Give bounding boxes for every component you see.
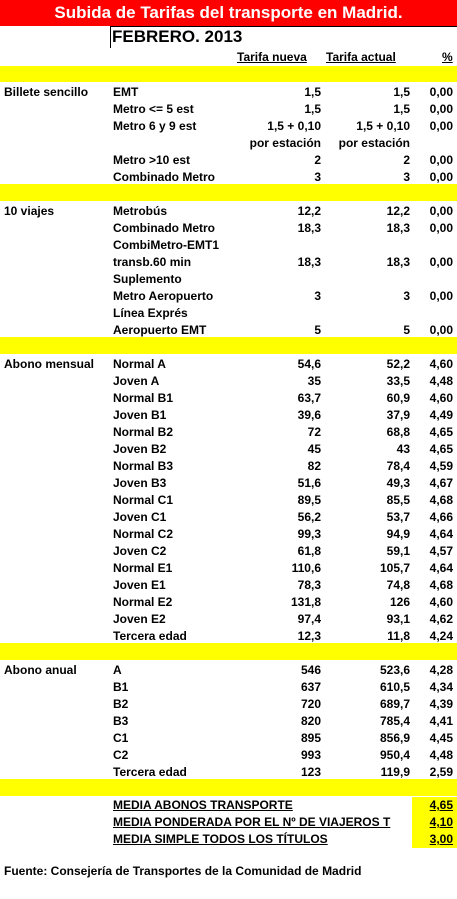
percent-change-value: 0,00 [429, 119, 453, 133]
percent-change-value: 4,65 [429, 425, 453, 439]
percent-change-value: 4,68 [429, 578, 453, 592]
table-row [0, 458, 457, 475]
row-label: Metro 6 y 9 est [113, 119, 197, 133]
row-label: Normal C2 [113, 527, 174, 541]
current-fare-value: 689,7 [379, 697, 410, 711]
new-fare-value: 51,6 [297, 476, 321, 490]
row-label: Joven B3 [113, 476, 167, 490]
new-fare-value: 82 [307, 459, 321, 473]
table-row [0, 475, 457, 492]
row-label: Joven C1 [113, 510, 167, 524]
new-fare-value: 895 [300, 731, 321, 745]
new-fare-value: 45 [307, 442, 321, 456]
summary-label: MEDIA ABONOS TRANSPORTE [113, 798, 293, 812]
new-fare-value: 131,8 [290, 595, 321, 609]
row-label: Normal A [113, 357, 166, 371]
table-row [0, 526, 457, 543]
row-label: Metro >10 est [113, 153, 191, 167]
new-fare-value: 12,2 [297, 204, 321, 218]
table-row [0, 373, 457, 390]
table-row [0, 441, 457, 458]
current-fare-value: 12,2 [386, 204, 410, 218]
row-label: C2 [113, 748, 129, 762]
percent-change-value: 4,62 [429, 612, 453, 626]
table-row [0, 390, 457, 407]
new-fare-value: por estación [249, 136, 321, 150]
row-label: Joven E2 [113, 612, 166, 626]
current-fare-value: 1,5 [393, 85, 410, 99]
percent-change-value: 0,00 [429, 255, 453, 269]
table-row [0, 747, 457, 764]
new-fare-value: 35 [307, 374, 321, 388]
current-fare-value: 856,9 [379, 731, 410, 745]
table-row [0, 509, 457, 526]
current-fare-value: 37,9 [386, 408, 410, 422]
summary-value: 4,10 [412, 814, 457, 831]
table-row [0, 322, 457, 339]
summary-row [0, 797, 457, 814]
summary-value: 3,00 [412, 831, 457, 848]
summary-row [0, 814, 457, 831]
column-header-pct: % [442, 50, 453, 64]
row-label: transb.60 min [113, 255, 192, 269]
new-fare-value: 78,3 [297, 578, 321, 592]
current-fare-value: 18,3 [386, 255, 410, 269]
current-fare-value: 74,8 [386, 578, 410, 592]
month-label: FEBRERO. 2013 [112, 27, 243, 46]
current-fare-value: 3 [403, 170, 410, 184]
current-fare-value: 68,8 [386, 425, 410, 439]
separator-band [0, 779, 457, 796]
separator-band [0, 184, 457, 201]
percent-change-value: 4,34 [429, 680, 453, 694]
row-label: Tercera edad [113, 765, 187, 779]
new-fare-value: 123 [300, 765, 321, 779]
row-label: B1 [113, 680, 129, 694]
column-header-new: Tarifa nueva [237, 50, 307, 64]
percent-change-value: 4,60 [429, 391, 453, 405]
new-fare-value: 99,3 [297, 527, 321, 541]
current-fare-value: 60,9 [386, 391, 410, 405]
summary-row [0, 831, 457, 848]
table-row [0, 135, 457, 152]
table-header [0, 26, 457, 66]
current-fare-value: 49,3 [386, 476, 410, 490]
current-fare-value: 3 [403, 289, 410, 303]
table-row [0, 305, 457, 322]
row-label: Metro <= 5 est [113, 102, 194, 116]
table-row [0, 356, 457, 373]
page-title: Subida de Tarifas del transporte en Madrid. [0, 0, 457, 26]
row-label: Combinado Metro [113, 170, 215, 184]
row-label: Suplemento [113, 272, 182, 286]
new-fare-value: 18,3 [297, 255, 321, 269]
current-fare-value: 78,4 [386, 459, 410, 473]
percent-change-value: 0,00 [429, 170, 453, 184]
row-category: 10 viajes [4, 204, 55, 218]
percent-change-value: 4,48 [429, 374, 453, 388]
column-header-current: Tarifa actual [326, 50, 396, 64]
summary-label: MEDIA SIMPLE TODOS LOS TÍTULOS [113, 832, 328, 846]
percent-change-value: 4,60 [429, 357, 453, 371]
new-fare-value: 72 [307, 425, 321, 439]
row-label: Normal B1 [113, 391, 174, 405]
new-fare-value: 1,5 [304, 102, 321, 116]
new-fare-value: 1,5 [304, 85, 321, 99]
row-label: B3 [113, 714, 129, 728]
row-label: Joven C2 [113, 544, 167, 558]
percent-change-value: 4,67 [429, 476, 453, 490]
row-label: CombiMetro-EMT1 [113, 238, 219, 252]
current-fare-value: 94,9 [386, 527, 410, 541]
current-fare-value: 43 [396, 442, 410, 456]
row-category: Abono mensual [4, 357, 95, 371]
percent-change-value: 4,49 [429, 408, 453, 422]
current-fare-value: por estación [338, 136, 410, 150]
row-label: Normal E1 [113, 561, 173, 575]
row-label: Metro Aeropuerto [113, 289, 214, 303]
new-fare-value: 1,5 + 0,10 [267, 119, 321, 133]
row-label: B2 [113, 697, 129, 711]
table-row [0, 237, 457, 254]
current-fare-value: 11,8 [387, 629, 410, 643]
percent-change-value: 0,00 [429, 102, 453, 116]
table-row [0, 271, 457, 288]
percent-change-value: 4,57 [429, 544, 453, 558]
source-note: Fuente: Consejería de Transportes de la Comunidad de Madrid [4, 864, 362, 878]
row-label: Normal B2 [113, 425, 174, 439]
new-fare-value: 5 [314, 323, 321, 337]
current-fare-value: 1,5 [393, 102, 410, 116]
table-row [0, 577, 457, 594]
table-row [0, 628, 457, 645]
percent-change-value: 0,00 [429, 153, 453, 167]
current-fare-value: 18,3 [386, 221, 410, 235]
table-row [0, 203, 457, 220]
separator-band [0, 643, 457, 660]
percent-change-value: 0,00 [429, 221, 453, 235]
table-row [0, 407, 457, 424]
table-row [0, 730, 457, 747]
table-row [0, 560, 457, 577]
table-row [0, 679, 457, 696]
percent-change-value: 4,60 [429, 595, 453, 609]
new-fare-value: 110,6 [291, 561, 321, 575]
new-fare-value: 18,3 [297, 221, 321, 235]
separator-band [0, 66, 457, 82]
table-row [0, 594, 457, 611]
new-fare-value: 546 [300, 663, 321, 677]
current-fare-value: 950,4 [379, 748, 410, 762]
table-row [0, 543, 457, 560]
row-label: Normal B3 [113, 459, 174, 473]
row-label: EMT [113, 85, 139, 99]
row-label: Normal C1 [113, 493, 174, 507]
current-fare-value: 59,1 [386, 544, 410, 558]
separator-band [0, 337, 457, 354]
new-fare-value: 993 [300, 748, 321, 762]
row-label: Tercera edad [113, 629, 187, 643]
table-row [0, 220, 457, 237]
percent-change-value: 4,65 [429, 442, 453, 456]
table-row [0, 169, 457, 186]
row-category: Abono anual [4, 663, 77, 677]
percent-change-value: 4,24 [429, 629, 453, 643]
percent-change-value: 4,28 [429, 663, 453, 677]
row-label: Joven B2 [113, 442, 167, 456]
table-row [0, 424, 457, 441]
new-fare-value: 2 [314, 153, 321, 167]
row-category: Billete sencillo [4, 85, 89, 99]
new-fare-value: 63,7 [297, 391, 321, 405]
row-label: Línea Exprés [113, 306, 188, 320]
current-fare-value: 93,1 [386, 612, 410, 626]
new-fare-value: 820 [300, 714, 321, 728]
percent-change-value: 0,00 [429, 204, 453, 218]
new-fare-value: 3 [314, 170, 321, 184]
percent-change-value: 2,59 [429, 765, 453, 779]
current-fare-value: 119,9 [380, 765, 410, 779]
percent-change-value: 4,45 [429, 731, 453, 745]
table-row [0, 152, 457, 169]
current-fare-value: 2 [403, 153, 410, 167]
new-fare-value: 54,6 [297, 357, 321, 371]
percent-change-value: 4,66 [429, 510, 453, 524]
row-label: Joven E1 [113, 578, 166, 592]
table-row [0, 254, 457, 271]
new-fare-value: 97,4 [297, 612, 321, 626]
percent-change-value: 0,00 [429, 85, 453, 99]
new-fare-value: 39,6 [297, 408, 321, 422]
table-row [0, 611, 457, 628]
current-fare-value: 52,2 [386, 357, 410, 371]
summary-value: 4,65 [412, 797, 457, 814]
row-label: A [113, 663, 122, 677]
table-row [0, 662, 457, 679]
table-row [0, 84, 457, 101]
percent-change-value: 4,68 [429, 493, 453, 507]
percent-change-value: 0,00 [429, 323, 453, 337]
current-fare-value: 785,4 [379, 714, 410, 728]
table-row [0, 101, 457, 118]
new-fare-value: 637 [300, 680, 321, 694]
percent-change-value: 4,59 [429, 459, 453, 473]
percent-change-value: 4,48 [429, 748, 453, 762]
percent-change-value: 4,64 [429, 527, 453, 541]
current-fare-value: 53,7 [386, 510, 410, 524]
current-fare-value: 126 [389, 595, 410, 609]
current-fare-value: 5 [403, 323, 410, 337]
new-fare-value: 89,5 [297, 493, 321, 507]
current-fare-value: 105,7 [379, 561, 410, 575]
row-label: Aeropuerto EMT [113, 323, 207, 337]
current-fare-value: 1,5 + 0,10 [356, 119, 410, 133]
current-fare-value: 523,6 [379, 663, 410, 677]
row-label: Normal E2 [113, 595, 173, 609]
current-fare-value: 33,5 [386, 374, 410, 388]
table-row [0, 288, 457, 305]
percent-change-value: 0,00 [429, 289, 453, 303]
table-row [0, 118, 457, 135]
row-label: Combinado Metro [113, 221, 215, 235]
row-label: Joven B1 [113, 408, 167, 422]
new-fare-value: 3 [314, 289, 321, 303]
new-fare-value: 56,2 [297, 510, 321, 524]
table-row [0, 696, 457, 713]
summary-label: MEDIA PONDERADA POR EL Nº DE VIAJEROS T [113, 815, 391, 829]
row-label: C1 [113, 731, 129, 745]
table-row [0, 492, 457, 509]
row-label: Joven A [113, 374, 160, 388]
table-row [0, 764, 457, 781]
percent-change-value: 4,41 [429, 714, 453, 728]
new-fare-value: 61,8 [297, 544, 321, 558]
percent-change-value: 4,39 [429, 697, 453, 711]
current-fare-value: 85,5 [386, 493, 410, 507]
current-fare-value: 610,5 [379, 680, 410, 694]
new-fare-value: 12,3 [297, 629, 321, 643]
row-label: Metrobús [113, 204, 167, 218]
percent-change-value: 4,64 [429, 561, 453, 575]
table-row [0, 713, 457, 730]
new-fare-value: 720 [300, 697, 321, 711]
